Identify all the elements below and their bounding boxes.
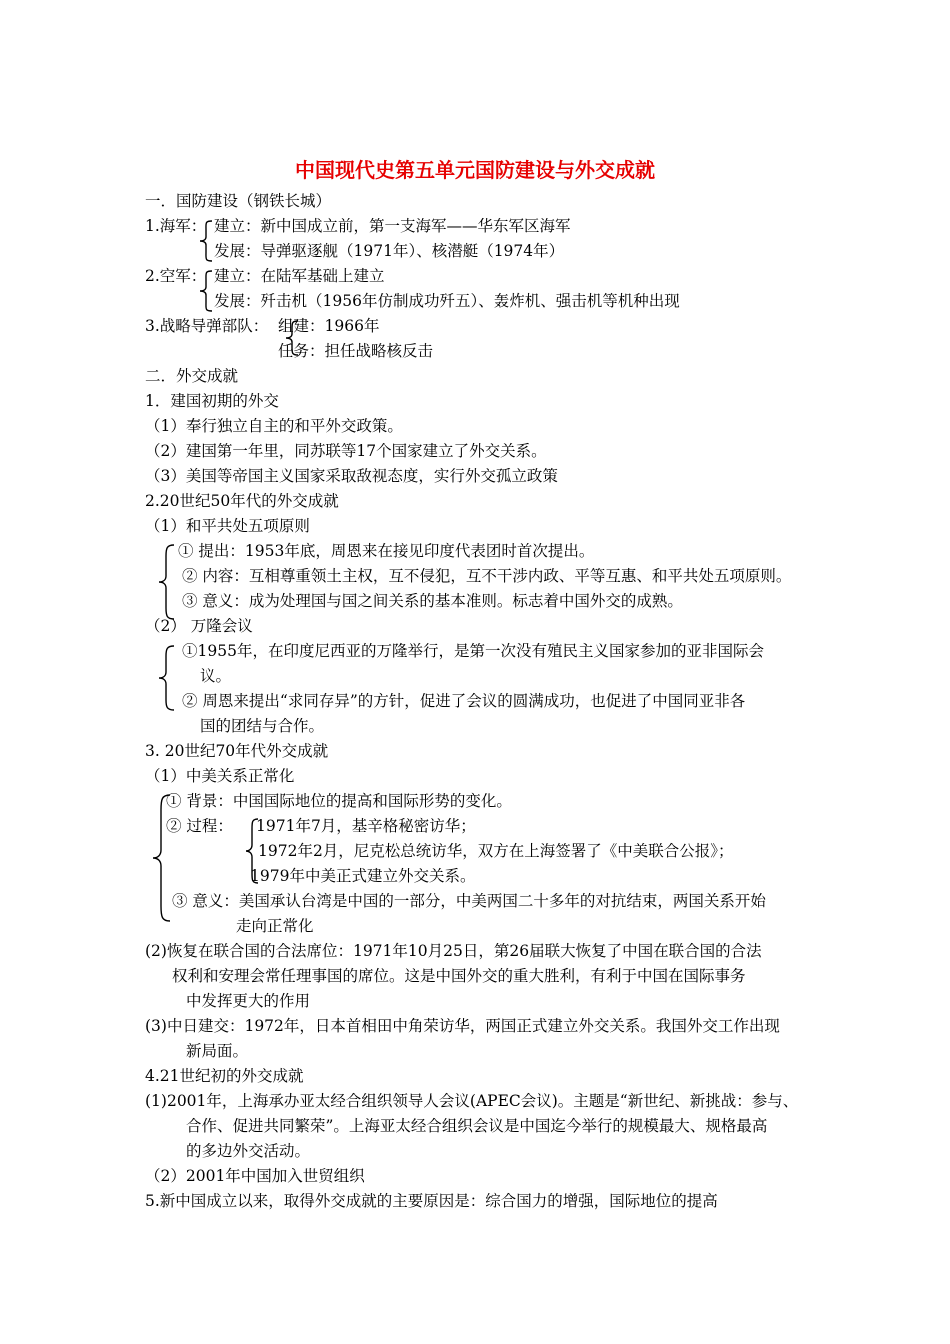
part4-a-line2: 合作、促进共同繁荣”。上海亚太经合组织会议是中国迄今举行的规模最大、规格最高 (186, 1117, 768, 1135)
part3-a-event3: 1979年中美正式建立外交关系。 (250, 867, 476, 885)
part2-a-item3: ③ 意义：成为处理国与国之间关系的基本准则。标志着中国外交的成熟。 (182, 592, 683, 610)
part4-heading: 4.21世纪初的外交成就 (145, 1067, 304, 1085)
part3-a-heading: （1）中美关系正常化 (145, 767, 295, 785)
part3-a-background: ① 背景：中国国际地位的提高和国际形势的变化。 (166, 792, 512, 810)
part5-summary: 5.新中国成立以来，取得外交成就的主要原因是：综合国力的增强，国际地位的提高 (145, 1192, 718, 1210)
part1-item2: （2）建国第一年里，同苏联等17个国家建立了外交关系。 (145, 442, 547, 460)
part3-process-brace-icon (244, 818, 260, 884)
airforce-founded: 建立：在陆军基础上建立 (214, 267, 385, 285)
part1-item1: （1）奉行独立自主的和平外交政策。 (145, 417, 403, 435)
navy-label: 1.海军： (145, 217, 207, 235)
part3-heading: 3. 20世纪70年代外交成就 (145, 742, 329, 760)
part2-a-item1: ① 提出：1953年底，周恩来在接见印度代表团时首次提出。 (178, 542, 595, 560)
part2-a-item2: ② 内容：互相尊重领土主权，互不侵犯，互不干涉内政、平等互惠、和平共处五项原则。 (182, 567, 792, 585)
missile-founded: 组建：1966年 (278, 317, 380, 335)
part3-b-line1: (2)恢复在联合国的合法席位：1971年10月25日，第26届联大恢复了中国在联合国的合法 (145, 942, 762, 960)
part2-b-item2-line1: ② 周恩来提出“求同存异”的方针，促进了会议的圆满成功，也促进了中国同亚非各 (182, 692, 746, 710)
part2-a-brace-icon (156, 544, 176, 620)
navy-founded: 建立：新中国成立前，第一支海军——华东军区海军 (214, 217, 571, 235)
missile-label: 3.战略导弹部队： (145, 317, 269, 335)
part3-c-line1: (3)中日建交：1972年，日本首相田中角荣访华，两国正式建立外交关系。我国外交工作出现 (145, 1017, 780, 1035)
section1-heading: 一．国防建设（钢铁长城） (145, 192, 332, 210)
part1-heading: 1．建国初期的外交 (145, 392, 279, 410)
part2-heading: 2.20世纪50年代的外交成就 (145, 492, 339, 510)
part3-a-event1: 1971年7月，基辛格秘密访华； (256, 817, 476, 835)
part2-b-item1-line2: 议。 (200, 667, 232, 685)
part3-a-event2: 1972年2月，尼克松总统访华，双方在上海签署了《中美联合公报》； (258, 842, 734, 860)
missile-task: 任务：担任战略核反击 (278, 342, 434, 360)
part4-b: （2）2001年中国加入世贸组织 (145, 1167, 365, 1185)
part3-b-line3: 中发挥更大的作用 (186, 992, 311, 1010)
airforce-brace-icon (198, 270, 214, 312)
airforce-develop: 发展：歼击机（1956年仿制成功歼五）、轰炸机、强击机等机种出现 (214, 292, 680, 310)
navy-develop: 发展：导弹驱逐舰（1971年）、核潜艇（1974年） (214, 242, 565, 260)
part3-a-significance-line1: ③ 意义：美国承认台湾是中国的一部分，中美两国二十多年的对抗结束，两国关系开始 (172, 892, 766, 910)
part2-a-heading: （1）和平共处五项原则 (145, 517, 310, 535)
part3-a-process-label: ② 过程： (166, 817, 233, 835)
part2-b-brace-icon (156, 645, 176, 711)
part2-b-heading: （2） 万隆会议 (145, 617, 253, 635)
missile-brace-icon (284, 320, 300, 356)
airforce-label: 2.空军： (145, 267, 207, 285)
part2-b-item2-line2: 国的团结与合作。 (200, 717, 325, 735)
part4-a-line3: 的多边外交活动。 (186, 1142, 311, 1160)
part3-a-brace-icon (150, 794, 172, 922)
part1-item3: （3）美国等帝国主义国家采取敌视态度，实行外交孤立政策 (145, 467, 558, 485)
navy-brace-icon (198, 220, 214, 262)
part3-a-significance-line2: 走向正常化 (236, 917, 314, 935)
section2-heading: 二．外交成就 (145, 367, 239, 385)
part3-b-line2: 权利和安理会常任理事国的席位。这是中国外交的重大胜利，有利于中国在国际事务 (172, 967, 746, 985)
part2-b-item1-line1: ①1955年，在印度尼西亚的万隆举行，是第一次没有殖民主义国家参加的亚非国际会 (182, 642, 764, 660)
document-title: 中国现代史第五单元国防建设与外交成就 (295, 158, 655, 182)
part4-a-line1: (1)2001年，上海承办亚太经合组织领导人会议(APEC会议)。主题是“新世纪、新挑战：参与、 (145, 1092, 799, 1110)
part3-c-line2: 新局面。 (186, 1042, 249, 1060)
